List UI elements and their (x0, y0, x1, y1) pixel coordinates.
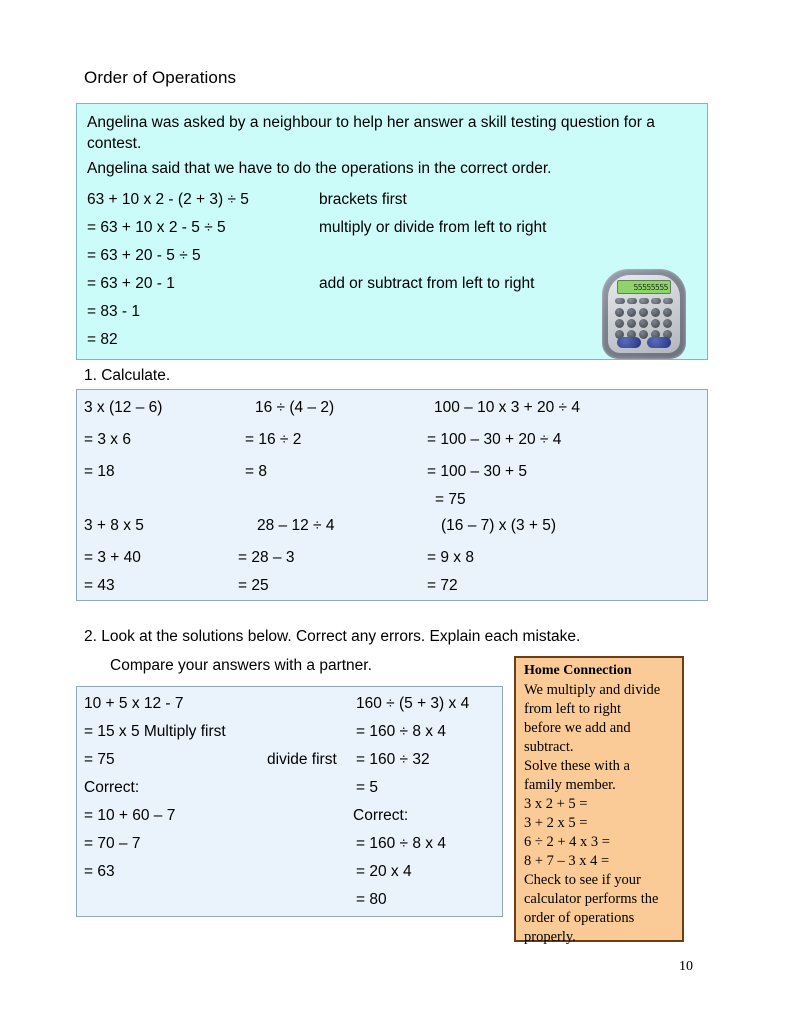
calculator-key (627, 298, 637, 304)
page-title: Order of Operations (84, 68, 237, 87)
home-connection-line-11: Check to see if your (524, 872, 641, 888)
calculator-key (639, 330, 648, 339)
example-step-4-expression: = 63 + 20 - 1 (87, 275, 175, 292)
q1-col1-line5: = 3 + 40 (84, 549, 141, 566)
home-connection-line-14: properly. (524, 929, 576, 945)
example-step-3-expression: = 63 + 20 - 5 ÷ 5 (87, 247, 201, 264)
question-2-prompt-line-2: Compare your answers with a partner. (110, 657, 372, 674)
q1-col3-line1: 100 – 10 x 3 + 20 ÷ 4 (434, 399, 580, 416)
question-1-answer-box (76, 389, 708, 601)
q2-left-line3: = 75 (84, 751, 115, 768)
q1-col3-line3: = 100 – 30 + 5 (427, 463, 527, 480)
question-2-answer-box (76, 686, 503, 917)
example-step-5-expression: = 83 - 1 (87, 303, 140, 320)
calculator-key (651, 308, 660, 317)
example-step-4-note: add or subtract from left to right (319, 275, 535, 292)
home-connection-line-1: We multiply and divide (524, 682, 661, 698)
q2-left-line1: 10 + 5 x 12 - 7 (84, 695, 184, 712)
calculator-key-oval-left (617, 337, 641, 348)
calculator-key (651, 319, 660, 328)
page-number: 10 (679, 959, 693, 974)
q1-col1-line2: = 3 x 6 (84, 431, 131, 448)
example-step-1-note: brackets first (319, 191, 407, 208)
calculator-key (615, 308, 624, 317)
q2-right-line8: = 80 (356, 891, 387, 908)
calculator-keypad (615, 298, 673, 338)
home-connection-line-13: order of operations (524, 910, 635, 926)
q1-col1-line3: = 18 (84, 463, 115, 480)
q1-col2-line3: = 8 (245, 463, 267, 480)
q1-col2-line4: 28 – 12 ÷ 4 (257, 517, 335, 534)
q1-col2-line5: = 28 – 3 (238, 549, 295, 566)
question-2-prompt-line-1: 2. Look at the solutions below. Correct any errors. Explain each mistake. (84, 628, 581, 645)
calculator-screen-digits: 55555555 (633, 283, 668, 292)
home-connection-problem-3: 6 ÷ 2 + 4 x 3 = (524, 834, 610, 850)
calculator-key (615, 319, 624, 328)
home-connection-title: Home Connection (524, 663, 632, 678)
home-connection-line-5: Solve these with a (524, 758, 630, 774)
q2-middle-note: divide first (267, 751, 337, 768)
q1-col3-line4: = 75 (435, 491, 466, 508)
calculator-key (627, 319, 636, 328)
calculator-key (663, 298, 673, 304)
q1-col2-line6: = 25 (238, 577, 269, 594)
calculator-key (639, 319, 648, 328)
intro-paragraph-2: Angelina said that we have to do the operations in the correct order. (87, 160, 552, 177)
q2-left-line6: = 70 – 7 (84, 835, 141, 852)
q2-right-line4: = 5 (356, 779, 378, 796)
q1-col2-line2: = 16 ÷ 2 (245, 431, 302, 448)
calculator-key (639, 308, 648, 317)
home-connection-line-12: calculator performs the (524, 891, 659, 907)
home-connection-box (514, 656, 684, 945)
home-connection-line-4: subtract. (524, 739, 574, 755)
calculator-key (627, 308, 636, 317)
q2-left-line4: Correct: (84, 779, 140, 796)
q2-right-line3: = 160 ÷ 32 (356, 751, 430, 768)
q1-col3-line2: = 100 – 30 + 20 ÷ 4 (427, 431, 562, 448)
home-connection-problem-2: 3 + 2 x 5 = (524, 815, 588, 831)
calculator-key (651, 298, 661, 304)
home-connection-problem-1: 3 x 2 + 5 = (524, 796, 588, 812)
calculator-key-oval-right (647, 337, 671, 348)
q1-col2-line1: 16 ÷ (4 – 2) (255, 399, 335, 416)
q1-col3-line5: (16 – 7) x (3 + 5) (441, 517, 557, 534)
q2-left-line7: = 63 (84, 863, 115, 880)
q1-col3-line6: = 9 x 8 (427, 549, 474, 566)
q2-right-line5: Correct: (353, 807, 409, 824)
q1-col1-line6: = 43 (84, 577, 115, 594)
q2-left-line5: = 10 + 60 – 7 (84, 807, 176, 824)
calculator-key (663, 319, 672, 328)
calculator-icon (602, 269, 686, 359)
q2-right-line1: 160 ÷ (5 + 3) x 4 (356, 695, 470, 712)
calculator-body (608, 275, 680, 353)
q2-left-line2: = 15 x 5 Multiply first (84, 723, 226, 740)
calculator-key (615, 298, 625, 304)
example-step-2-expression: = 63 + 10 x 2 - 5 ÷ 5 (87, 219, 226, 236)
q1-col1-line4: 3 + 8 x 5 (84, 517, 144, 534)
home-connection-line-3: before we add and (524, 720, 631, 736)
q2-right-line6: = 160 ÷ 8 x 4 (356, 835, 446, 852)
intro-paragraph-1: Angelina was asked by a neighbour to help her answer a skill testing question for a contest. (87, 114, 655, 152)
home-connection-line-2: from left to right (524, 701, 622, 717)
calculator-key (639, 298, 649, 304)
home-connection-problem-4: 8 + 7 – 3 x 4 = (524, 853, 610, 869)
calculator-key (663, 308, 672, 317)
q1-col3-line7: = 72 (427, 577, 458, 594)
example-step-1-expression: 63 + 10 x 2 - (2 + 3) ÷ 5 (87, 191, 249, 208)
question-1-prompt: 1. Calculate. (84, 367, 171, 384)
example-step-2-note: multiply or divide from left to right (319, 219, 547, 236)
example-step-6-expression: = 82 (87, 331, 118, 348)
q2-right-line7: = 20 x 4 (356, 863, 412, 880)
calculator-screen (617, 280, 671, 294)
q2-right-line2: = 160 ÷ 8 x 4 (356, 723, 446, 740)
home-connection-line-6: family member. (524, 777, 616, 793)
q1-col1-line1: 3 x (12 – 6) (84, 399, 163, 416)
